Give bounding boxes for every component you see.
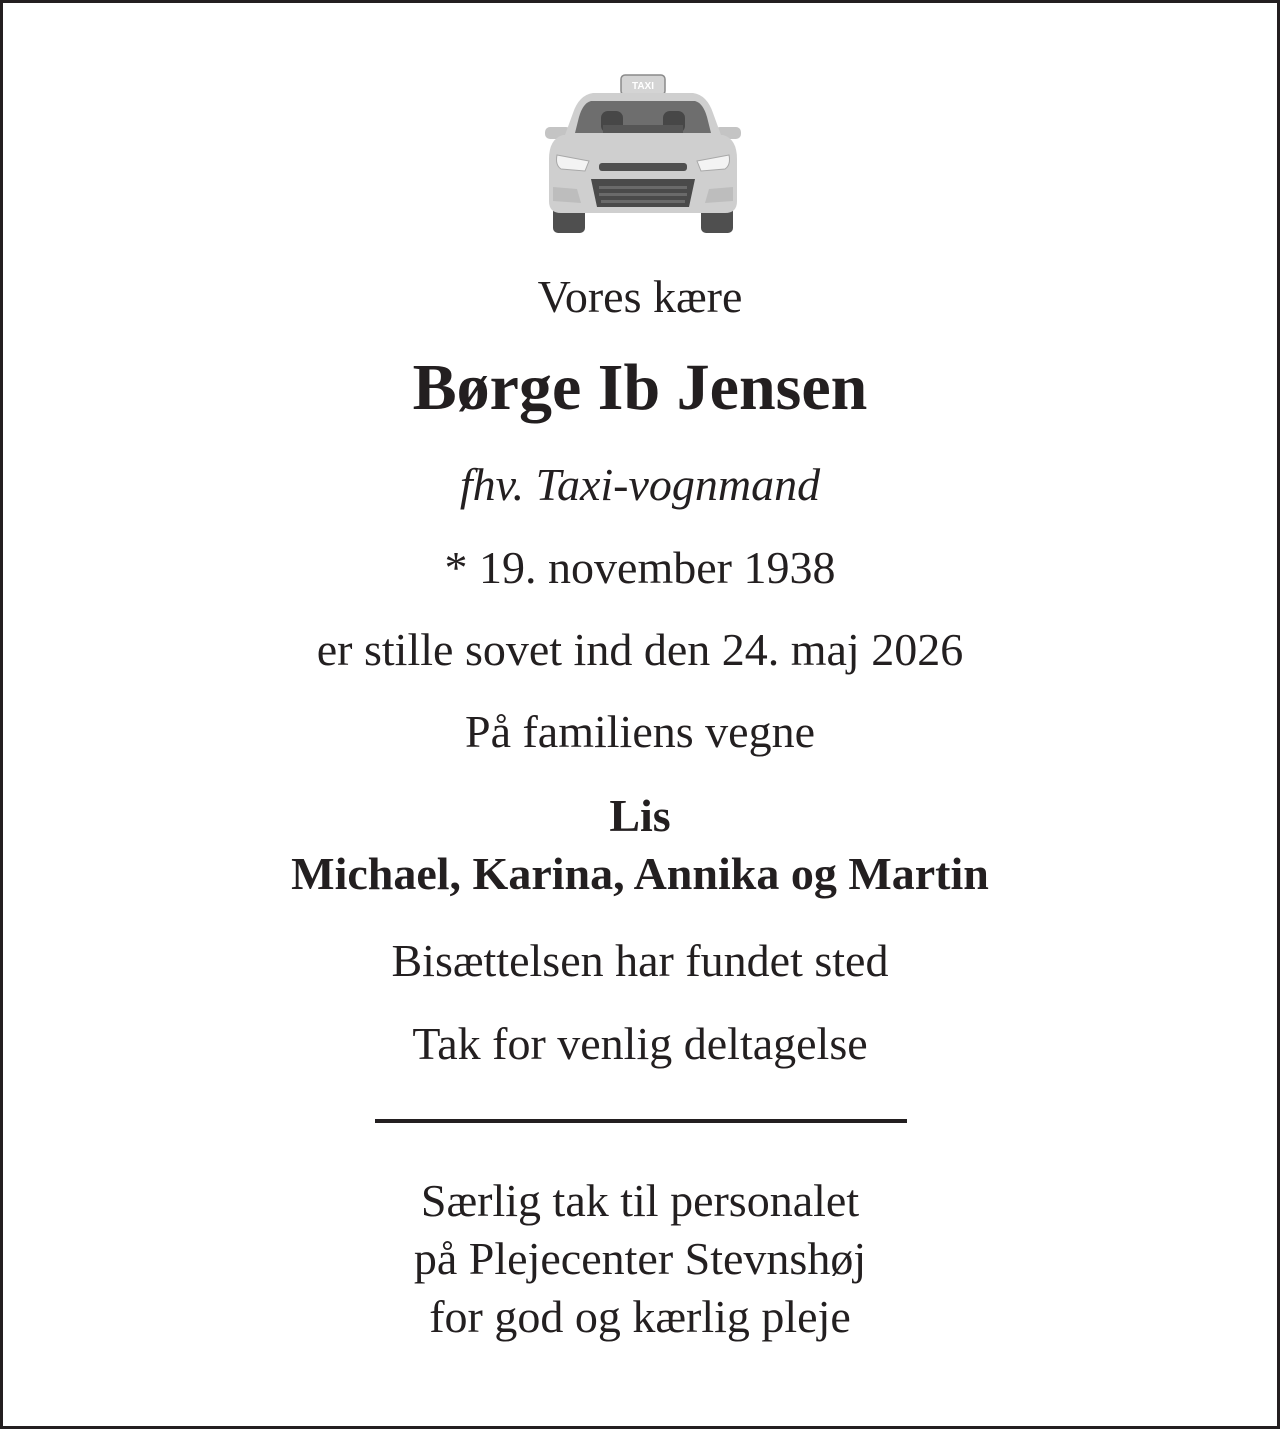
special-thanks-line-2: på Plejecenter Stevnshøj [413, 1233, 867, 1284]
family-name-1: Lis [609, 790, 671, 841]
special-thanks-line-3: for god og kærlig pleje [429, 1291, 851, 1342]
thanks-text: Tak for venlig deltagelse [412, 1018, 868, 1069]
death-date: er stille sovet ind den 24. maj 2026 [316, 624, 964, 675]
funeral-text: Bisættelsen har fundet sted [391, 935, 889, 986]
family-name-2: Michael, Karina, Annika og Martin [291, 848, 989, 899]
on-behalf-text: På familiens vegne [464, 706, 815, 757]
divider-line [375, 1119, 907, 1123]
taxi-car-icon [541, 69, 745, 237]
taxi-sign-text: TAXI [631, 81, 655, 92]
deceased-name: Børge Ib Jensen [412, 351, 868, 424]
special-thanks-line-1: Særlig tak til personalet [420, 1175, 860, 1226]
intro-text: Vores kære [537, 271, 743, 322]
occupation-text: fhv. Taxi-vognmand [459, 459, 821, 510]
birth-date: * 19. november 1938 [444, 542, 836, 593]
